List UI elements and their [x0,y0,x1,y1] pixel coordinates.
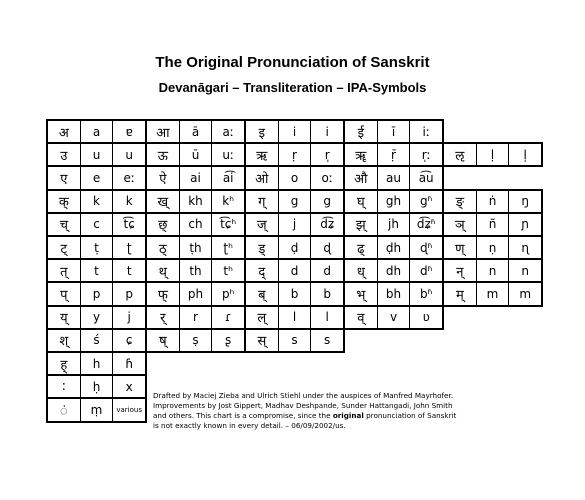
transliteration-cell: ṣ [179,330,212,351]
devanagari-cell: र् [160,311,166,327]
devanagari-cell: व् [357,311,365,327]
devanagari-cell: ञ् [455,218,465,234]
ipa-cell: r̩ː [409,144,442,165]
transliteration-cell: u [80,144,113,165]
chart-block [244,165,345,190]
chart-block [343,165,444,190]
transliteration-cell: n [476,260,509,281]
chart-block [46,397,147,422]
devanagari-cell: ध् [356,264,365,280]
ipa-cell: tʰ [211,260,244,281]
ipa-cell: iː [409,121,442,142]
devanagari-cell: इ [258,125,266,141]
devanagari-cell: य् [60,311,68,327]
chart-block [442,212,543,237]
chart-block [145,212,246,237]
transliteration-cell: ai [179,167,212,188]
devanagari-cell: : [61,379,67,395]
ipa-cell: ʈ [112,237,145,258]
devanagari-cell: ज् [257,218,267,234]
chart-block [46,189,147,214]
transliteration-cell: ṃ [80,399,113,420]
ipa-cell: aː [211,121,244,142]
devanagari-cell: फ् [157,287,168,303]
chart-block [343,281,444,306]
ipa-cell: t͡ɕʰ [211,214,244,235]
devanagari-cell: ल् [257,311,267,327]
transliteration-cell: l [278,307,311,328]
transliteration-cell: ph [179,283,212,304]
transliteration-cell: s [278,330,311,351]
devanagari-cell: ठ् [159,241,167,257]
chart-block [244,189,345,214]
devanagari-cell: अ [58,125,69,141]
transliteration-cell: dh [377,260,410,281]
ipa-cell: x [112,376,145,397]
page-subtitle: Devanāgari – Transliteration – IPA-Symbols [158,80,427,95]
ipa-cell: g [310,191,343,212]
emphasis-original: original [332,411,364,420]
ipa-cell: k [112,191,145,212]
devanagari-cell: त् [60,264,68,280]
transliteration-cell: v [377,307,410,328]
ipa-cell: uː [211,144,244,165]
transliteration-cell: ḍh [377,237,410,258]
transliteration-cell: m [476,283,509,304]
devanagari-cell: म् [455,287,464,303]
devanagari-cell: ऋ [256,148,268,164]
ipa-cell: ɲ [508,214,541,235]
chart-block [343,235,444,260]
devanagari-cell: ई [357,125,365,141]
chart-block [46,328,147,353]
chart-block [145,328,246,353]
devanagari-cell: ट् [60,241,68,257]
devanagari-cell: ॠ [355,148,367,164]
devanagari-cell: ओ [255,171,269,187]
devanagari-cell: छ् [158,218,168,234]
transliteration-cell: k [80,191,113,212]
transliteration-cell: ṭ [80,237,113,258]
transliteration-cell: ṛ [278,144,311,165]
ipa-cell: dʱ [409,260,442,281]
transliteration-cell: a [80,121,113,142]
chart-block [343,189,444,214]
devanagari-cell: ह् [60,357,68,373]
ipa-cell: s [310,330,343,351]
transliteration-cell: th [179,260,212,281]
transliteration-cell: j [278,214,311,235]
devanagari-cell: स् [257,334,267,350]
chart-block [145,258,246,283]
devanagari-cell: ख् [157,195,169,211]
ipa-cell: pʰ [211,283,244,304]
devanagari-cell: औ [354,171,368,187]
devanagari-cell: झ् [355,218,366,234]
chart-block [343,142,444,167]
transliteration-cell: ū [179,144,212,165]
devanagari-cell: ऌ [455,148,465,164]
ipa-cell: ɖʱ [409,237,442,258]
ipa-cell: r̩ [310,144,343,165]
ipa-cell: oː [310,167,343,188]
chart-block [343,212,444,237]
transliteration-cell: t [80,260,113,281]
transliteration-cell: ṝ [377,144,410,165]
ipa-cell: a͡i [211,167,244,188]
transliteration-cell: ñ [476,214,509,235]
ipa-cell: ɖ [310,237,343,258]
devanagari-cell: ष् [159,334,167,350]
transliteration-cell: e [80,167,113,188]
transliteration-cell: ṅ [476,191,509,212]
ipa-cell: various [112,399,145,420]
chart-block [145,165,246,190]
ipa-cell: n [508,260,541,281]
transliteration-cell: o [278,167,311,188]
transliteration-cell: kh [179,191,212,212]
devanagari-cell: ए [60,171,68,187]
ipa-cell: d͡ʑʱ [409,214,442,235]
transliteration-cell: bh [377,283,410,304]
chart-block [46,235,147,260]
chart-block [343,305,444,330]
ipa-cell: j [112,307,145,328]
transliteration-cell: g [278,191,311,212]
transliteration-cell: ḷ [476,144,509,165]
chart-block [145,281,246,306]
chart-block [145,305,246,330]
note-line-1: Drafted by Maciej Zieba and Ulrich Stiehl under the auspices of Manfred Mayrhofer. [153,391,454,400]
transliteration-cell: i [278,121,311,142]
transliteration-cell: ṇ [476,237,509,258]
chart-block [343,119,444,144]
chart-block [343,258,444,283]
ipa-cell: ʈʰ [211,237,244,258]
transliteration-cell: ch [179,214,212,235]
ipa-cell: l̩ [508,144,541,165]
transliteration-cell: ś [80,330,113,351]
devanagari-cell: ङ् [455,195,464,211]
transliteration-cell: ḍ [278,237,311,258]
chart-block [442,258,543,283]
ipa-cell: ɳ [508,237,541,258]
chart-block [244,212,345,237]
page-title: The Original Pronunciation of Sanskrit [155,54,430,71]
chart-block [46,119,147,144]
devanagari-cell: क् [58,195,69,211]
chart-block [145,235,246,260]
ipa-cell: ɐ [112,121,145,142]
ipa-cell: t [112,260,145,281]
ipa-cell: gʱ [409,191,442,212]
ipa-cell: ɦ [112,353,145,374]
devanagari-cell: ऊ [157,148,168,164]
devanagari-cell: उ [60,148,68,164]
transliteration-cell: b [278,283,311,304]
devanagari-cell: ऐ [159,171,167,187]
transliteration-cell: ā [179,121,212,142]
transliteration-cell: r [179,307,212,328]
transliteration-cell: gh [377,191,410,212]
transliteration-cell: h [80,353,113,374]
ipa-cell: i [310,121,343,142]
chart-block [244,328,345,353]
transliteration-cell: au [377,167,410,188]
ipa-cell: bʱ [409,283,442,304]
chart-block [244,142,345,167]
chart-block [46,374,147,399]
chart-block [244,235,345,260]
chart-block [442,281,543,306]
transliteration-cell: jh [377,214,410,235]
chart-block [442,189,543,214]
ipa-cell: p [112,283,145,304]
devanagari-cell: घ् [356,195,365,211]
ipa-cell: a͡u [409,167,442,188]
devanagari-cell: द् [258,264,266,280]
ipa-cell: d͡ʑ [310,214,343,235]
devanagari-cell: थ् [158,264,167,280]
chart-block [244,258,345,283]
chart-block [442,235,543,260]
chart-block [244,281,345,306]
chart-block [46,258,147,283]
chart-block [46,142,147,167]
devanagari-cell: प् [60,287,68,303]
chart-block [46,281,147,306]
chart-block [46,305,147,330]
devanagari-cell: ब् [258,287,266,303]
ipa-cell: ʋ [409,307,442,328]
chart-block [145,142,246,167]
ipa-cell: ʂ [211,330,244,351]
devanagari-cell: ढ् [357,241,365,257]
ipa-cell: ŋ [508,191,541,212]
chart-block [145,119,246,144]
transliteration-cell: c [80,214,113,235]
transliteration-cell: ī [377,121,410,142]
ipa-cell: u [112,144,145,165]
chart-block [46,351,147,376]
transliteration-cell: p [80,283,113,304]
chart-block [46,165,147,190]
note-line-3: and others. This chart is a compromise, since the original pronunciation of Sanskrit [153,411,457,420]
devanagari-cell: श् [59,334,69,350]
devanagari-cell: भ् [356,287,366,303]
ipa-cell: m [508,283,541,304]
credits-note [153,391,523,431]
ipa-cell: ɾ [211,307,244,328]
devanagari-cell: च् [59,218,68,234]
chart-block [442,142,543,167]
ipa-cell: l [310,307,343,328]
ipa-cell: d [310,260,343,281]
ipa-cell: t͡ɕ [112,214,145,235]
chart-block [145,189,246,214]
devanagari-cell: न् [456,264,464,280]
transliteration-cell: ḥ [80,376,113,397]
devanagari-cell: ं [59,403,68,419]
devanagari-cell: आ [156,125,170,141]
transliteration-cell: ṭh [179,237,212,258]
chart-block [244,119,345,144]
ipa-cell: eː [112,167,145,188]
chart-block [244,305,345,330]
ipa-cell: ɕ [112,330,145,351]
note-line-4: is not exactly known in every detail. – 06/09/2002/us. [153,421,346,430]
transliteration-cell: d [278,260,311,281]
note-line-2: Improvements by Jost Gippert, Madhav Deshpande, Sunder Hattangadi, John Smith [153,401,453,410]
ipa-cell: b [310,283,343,304]
devanagari-cell: ड् [258,241,266,257]
ipa-cell: kʰ [211,191,244,212]
devanagari-cell: ण् [455,241,465,257]
devanagari-cell: ग् [258,195,266,211]
transliteration-cell: y [80,307,113,328]
chart-block [46,212,147,237]
